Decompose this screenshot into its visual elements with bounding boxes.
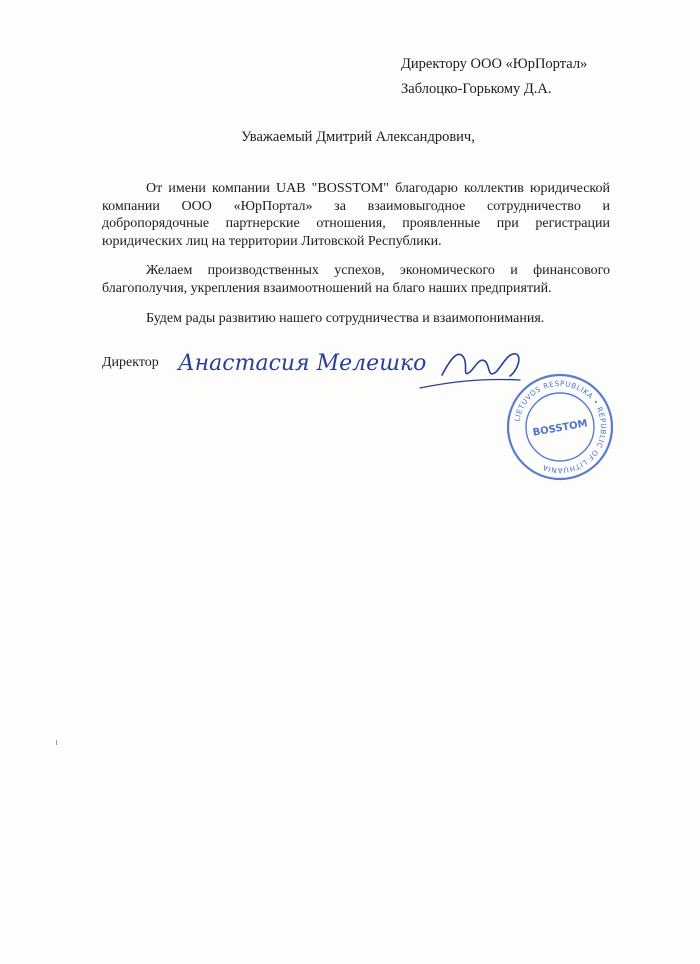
addressee-block [401,52,587,102]
signature-label: Директор [102,355,159,370]
handwritten-signature [170,330,530,400]
paragraph-closing: Будем рады развитию нашего сотрудничества и взаимопонимания. [146,310,545,326]
paper-speck [56,740,57,745]
company-stamp [505,372,615,482]
paragraph-thanks: От имени компании UAB "BOSSTOM" благодарю коллектив юридической компании ООО «ЮрПортал» за взаимовыгодное сотрудничество и добропорядочные партнерские отношения, проявленные при регистрации юридических лиц на территории Литовской Республики. [102,181,610,249]
signature-name-script: Анастасия Мелешко [178,351,427,376]
salutation-text: Уважаемый Дмитрий Александрович, [241,129,475,145]
stamp-company-name: BOSSTOM [532,418,589,439]
stamp-outer-text: LIETUVOS RESPUBLIKA • REPUBLIC OF LITHUANIA [512,378,609,476]
salutation [0,129,700,146]
addressee-line-1: Директору ООО «ЮрПортал» [401,56,588,72]
letter-body [102,180,610,339]
paragraph-wishes: Желаем производственных успехов, экономического и финансового благополучия, укрепления взаимоотношений на благо наших предприятий. [102,263,610,296]
addressee-line-2: Заблоцко-Горькому Д.А. [401,81,552,97]
